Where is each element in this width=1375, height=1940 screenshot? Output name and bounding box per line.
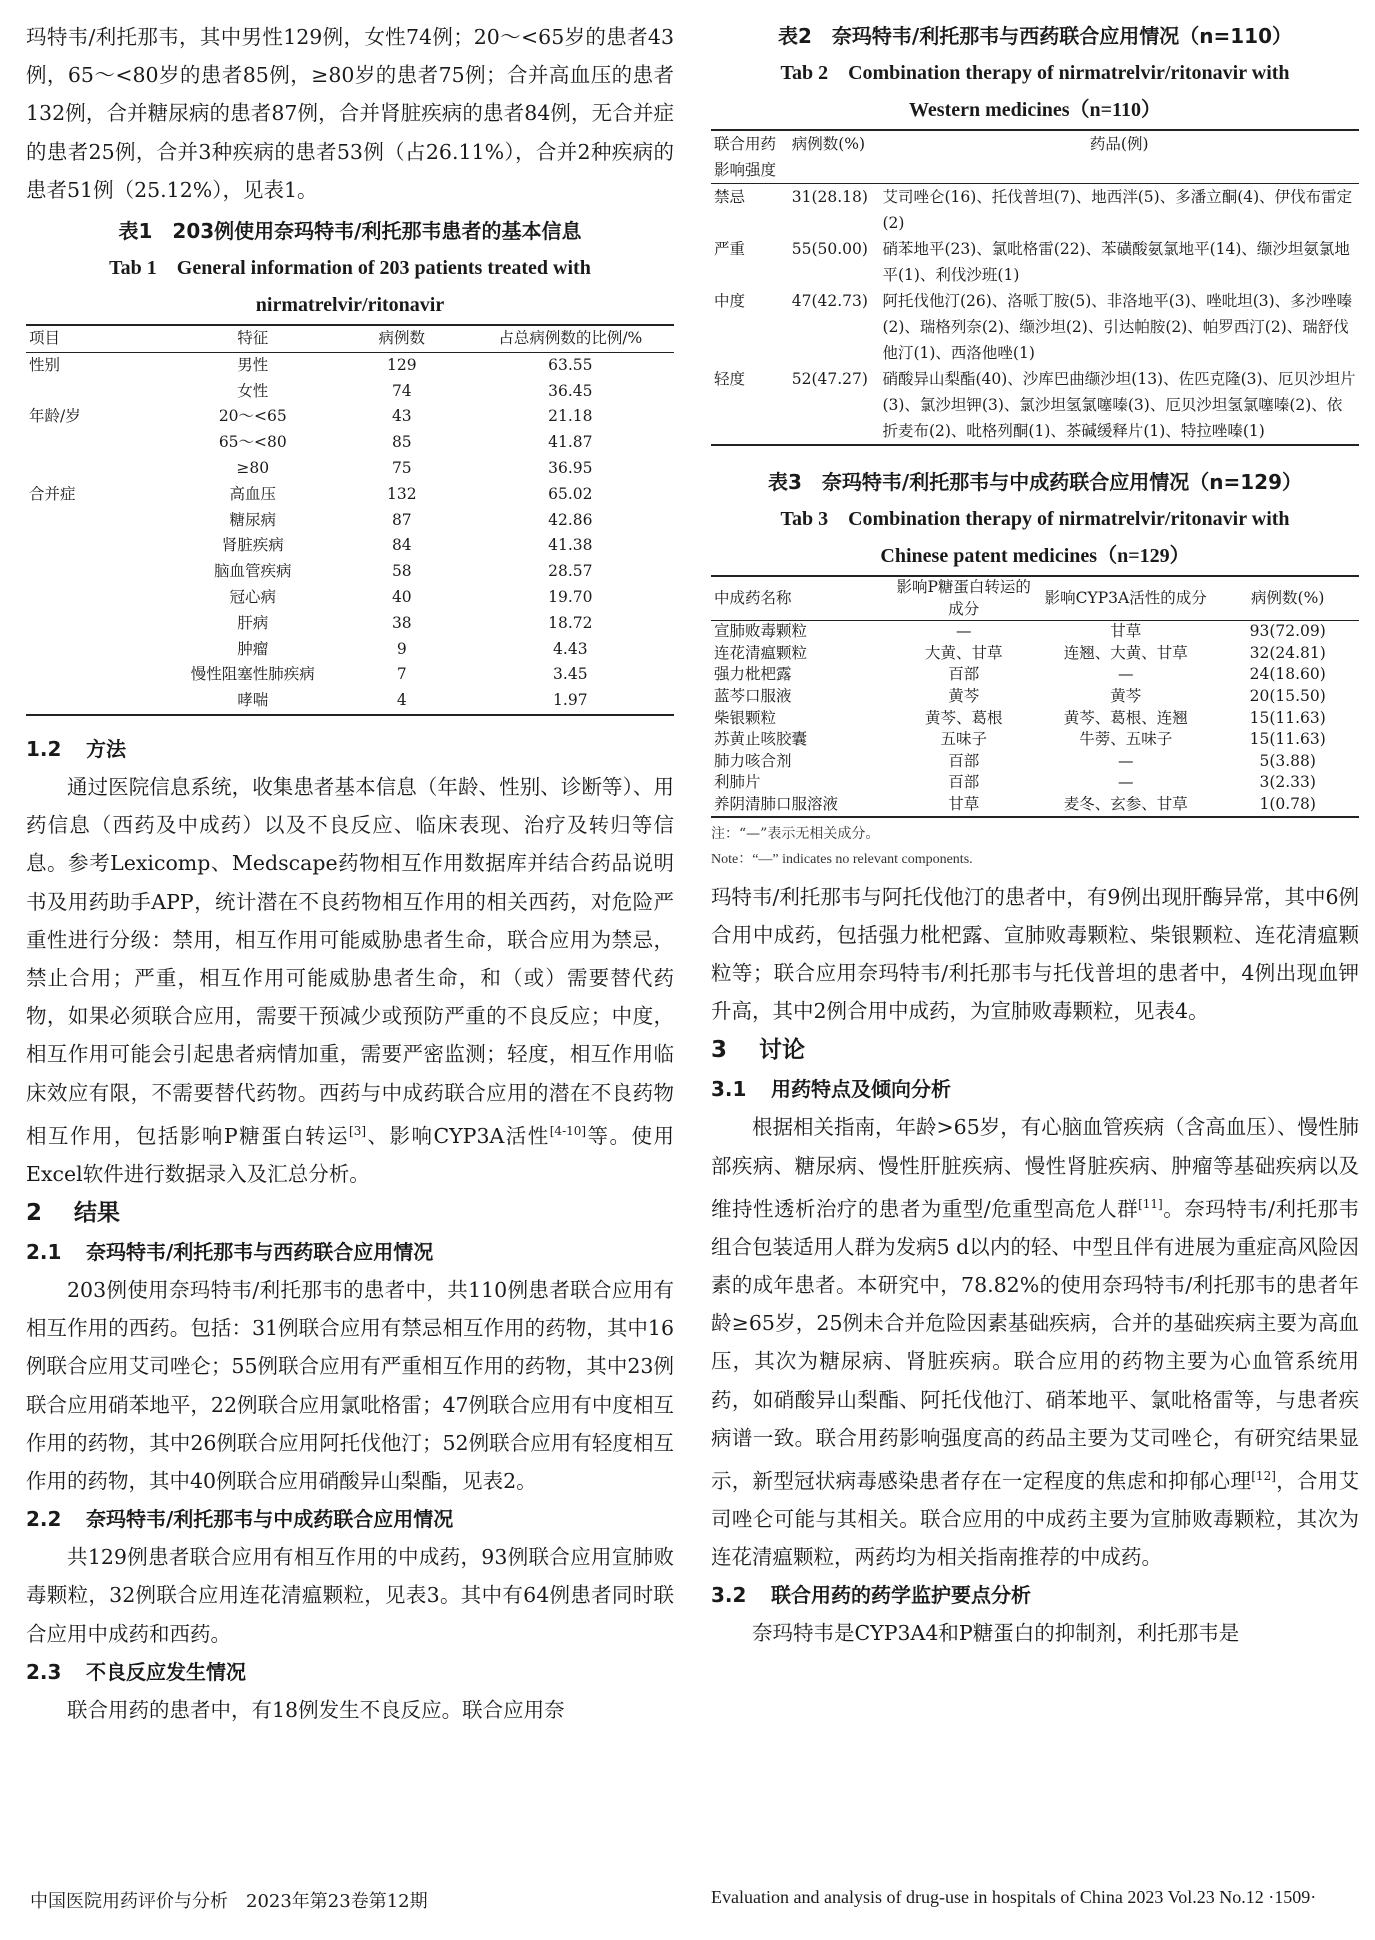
table3-header: 病例数(%) <box>1216 576 1359 621</box>
table3-cell: 麦冬、玄参、甘草 <box>1063 794 1188 813</box>
table2-cell: 硝苯地平(23)、氯吡格雷(22)、苯磺酸氨氯地平(14)、缬沙坦氨氯地平(1)、利伐沙班(1) <box>882 240 1350 284</box>
table1-cell: ≥80 <box>236 459 270 477</box>
table3-cell: 宣肺败毒颗粒 <box>714 622 808 641</box>
table2-cell: 严重 <box>714 240 746 258</box>
table1-cell: 肝病 <box>237 613 269 632</box>
table1-cell: 65.02 <box>548 484 593 503</box>
methods-paragraph <box>26 768 674 1193</box>
footer-journal-cn: 中国医院用药评价与分析 2023年第23卷第12期 <box>30 1891 428 1912</box>
table1-cell: 19.70 <box>548 587 593 606</box>
table1-row <box>26 662 674 688</box>
methods-text: 通过医院信息系统，收集患者基本信息（年龄、性别、诊断等）、用药信息（西药及中成药）以及不良反应、临床表现、治疗及转归等信息。参考Lexicomp、Medscape药物相互作用数据库并结合药品说明书及用药助手APP，统计潜在不良药物相互作用的相关西药，对危险严重性进行分级：禁用，相互作用可能威胁患者生命，联合应用为禁忌，禁止合用；严重，相互作用可能威胁患者生命，和（或）需要替代药物，如果必须联合应用，需要干预减少或预防严重的不良反应；中度，相互作用可能会引起患者病情加重，需要严密监测；轻度，相互作用临床效应有限，不需要替代药物。西药与中成药联合应用的潜在不良药物相互作用，包括影响P糖蛋白转运 <box>26 774 674 1148</box>
table1-cell: 42.86 <box>548 510 593 529</box>
citation-ref: [4-10] <box>549 1123 587 1138</box>
section-title: 用药特点及倾向分析 <box>771 1077 951 1102</box>
section-number: 3.1 <box>711 1077 747 1102</box>
results-2-1-paragraph: 203例使用奈玛特韦/利托那韦的患者中，共110例患者联合应用有相互作用的西药。包括：31例联合应用有禁忌相互作用的药物，其中16例联合应用艾司唑仑；55例联合应用有严重相互作用的药物，其中23例联合应用硝苯地平，22例联合应用氯吡格雷；47例联合应用有中度相互作用的药物，其中26例联合应用阿托伐他汀；52例联合应用有轻度相互作用的药物，其中40例联合应用硝酸异山梨酯，见表2。 <box>26 1278 674 1494</box>
table3-cell: 黄芩 <box>948 686 980 705</box>
table1-row <box>26 637 674 663</box>
section-2-1-heading <box>26 1233 674 1271</box>
section-title: 结果 <box>74 1200 120 1227</box>
section-number: 2.3 <box>26 1659 62 1684</box>
table3-cell: 养阴清肺口服溶液 <box>714 794 839 813</box>
table1-cell: 脑血管疾病 <box>214 562 292 581</box>
discussion-text: 。奈玛特韦/利托那韦组合包装适用人群为发病5 d以内的轻、中型且伴有进展为重症高风险因素的成年患者。本研究中，78.82%的使用奈玛特韦/利托那韦的患者年龄≥65岁，25例未合并危险因素基础疾病，合并的基础疾病主要为高血压，其次为糖尿病、肾脏疾病。联合应用的药物主要为心血管系统用药，如硝酸异山梨酯、阿托伐他汀、硝苯地平、氯吡格雷等，与患者疾病谱一致。联合用药影响强度高的药品主要为艾司唑仑，有研究结果显示，新型冠状病毒感染患者存在一定程度的焦虑和抑郁心理 <box>711 1196 1360 1493</box>
table1-cell: 41.38 <box>548 536 593 555</box>
table3-cell: 百部 <box>948 751 980 770</box>
table2 <box>711 129 1359 446</box>
right-column <box>711 18 1359 1653</box>
table3-row <box>711 621 1359 643</box>
table1-cell: 74 <box>391 381 412 400</box>
left-column <box>26 18 674 1729</box>
table1-cell: 87 <box>391 510 412 529</box>
table3-row <box>711 772 1359 794</box>
section-title: 奈玛特韦/利托那韦与西药联合应用情况 <box>86 1240 434 1265</box>
table3-row <box>711 708 1359 730</box>
section-number: 2.1 <box>26 1240 62 1265</box>
section-number: 3 <box>711 1037 728 1064</box>
section-number: 1.2 <box>26 736 62 761</box>
table1-cell: 132 <box>387 484 417 503</box>
table1-cell: 4 <box>396 691 407 710</box>
section-3-heading <box>711 1030 1359 1070</box>
table1-cell: 21.18 <box>548 407 593 426</box>
table3-cell: — <box>1117 751 1134 770</box>
table1-row <box>26 379 674 405</box>
methods-text-end: 等。使用Excel软件进行数据录入及汇总分析。 <box>26 1123 675 1186</box>
section-3-2-heading <box>711 1576 1359 1614</box>
table3-cell: 黄芩 <box>1110 686 1142 705</box>
table2-caption-en-line2: Western medicines（n=110） <box>909 99 1161 121</box>
table3-header: 中成药名称 <box>711 576 892 621</box>
discussion-text: 根据相关指南，年龄>65岁，有心脑血管疾病（含高血压）、慢性肺部疾病、糖尿病、慢性肝脏疾病、慢性肾脏疾病、肿瘤等基础疾病以及维持性透析治疗的患者为重型/危重型高危人群 <box>711 1115 1360 1221</box>
table1-cell: 20～<65 <box>218 407 287 426</box>
intro-paragraph: 玛特韦/利托那韦，其中男性129例，女性74例；20～<65岁的患者43例，65～<80岁的患者85例，≥80岁的患者75例；合并高血压的患者132例，合并糖尿病的患者87例，合并肾脏疾病的患者84例，无合并症的患者25例，合并3种疾病的患者53例（占26.11%），合并2种疾病的患者51例（25.12%），见表1。 <box>26 25 674 202</box>
section-number: 2 <box>26 1200 43 1227</box>
table1-row <box>26 482 674 508</box>
table3-cell: — <box>1117 665 1134 684</box>
results-2-3-continued: 玛特韦/利托那韦与阿托伐他汀的患者中，有9例出现肝酶异常，其中6例合用中成药，包括强力枇杷露、宣肺败毒颗粒、柴银颗粒、连花清瘟颗粒等；联合应用奈玛特韦/利托那韦与托伐普坦的患者中，4例出现血钾升高，其中2例合用中成药，为宣肺败毒颗粒，见表4。 <box>711 884 1359 1024</box>
table1-row <box>26 352 674 378</box>
table3-cell: 32(24.81) <box>1249 643 1326 662</box>
table1-row <box>26 404 674 430</box>
section-2-heading <box>26 1193 674 1233</box>
table3-note-en: Note：“—” indicates no relevant components. <box>711 851 973 867</box>
table2-cell: 禁忌 <box>714 188 746 206</box>
table1-cell: 糖尿病 <box>229 510 277 529</box>
table3-row <box>711 729 1359 751</box>
table2-header: 联合用药影响强度 <box>711 130 789 184</box>
table3-caption-en-line2: Chinese patent medicines（n=129） <box>880 545 1190 567</box>
table1-cell: 女性 <box>237 381 269 400</box>
table2-header: 药品(例) <box>879 130 1359 184</box>
table1-cell: 41.87 <box>548 433 593 452</box>
table1-row <box>26 559 674 585</box>
table1-cell: 58 <box>391 562 412 581</box>
table2-row <box>711 366 1359 445</box>
table3-cell: 5(3.88) <box>1259 751 1316 770</box>
table1-cell: 冠心病 <box>229 587 277 606</box>
citation-ref: [11] <box>1138 1196 1163 1211</box>
table3-cell: 百部 <box>948 665 980 684</box>
table3-row <box>711 794 1359 817</box>
table2-caption-en-line1: Tab 2 Combination therapy of nirmatrelvir/ritonavir with <box>780 62 1290 84</box>
table2-cell: 31(28.18) <box>791 188 868 206</box>
table1-cell <box>26 456 169 482</box>
table2-cell: 中度 <box>714 292 746 310</box>
table1-cell: 40 <box>391 587 412 606</box>
table1-caption-cn: 表1 203例使用奈玛特韦/利托那韦患者的基本信息 <box>118 219 582 244</box>
table3-cell: 牛蒡、五味子 <box>1079 730 1173 749</box>
table3-cell: 连翘、大黄、甘草 <box>1063 643 1188 662</box>
section-number: 2.2 <box>26 1507 62 1532</box>
citation-ref: [12] <box>1251 1469 1276 1483</box>
table1-cell: 63.55 <box>548 355 593 374</box>
table2-header-row <box>711 130 1359 184</box>
table3-cell: 柴银颗粒 <box>714 708 777 727</box>
table1-cell: 7 <box>396 665 407 684</box>
table3-header: 影响CYP3A活性的成分 <box>1035 576 1216 621</box>
table3-caption-cn: 表3 奈玛特韦/利托那韦与中成药联合应用情况（n=129） <box>768 470 1302 494</box>
table1-cell: 36.95 <box>548 459 593 477</box>
footer-journal-en: Evaluation and analysis of drug-use in hospitals of China 2023 Vol.23 No.12 ·1509· <box>711 1887 1317 1907</box>
table1-header: 占总病例数的比例/% <box>467 325 674 352</box>
table1-cell <box>26 379 169 405</box>
table3-cell: 肺力咳合剂 <box>714 751 792 770</box>
table1-row <box>26 430 674 456</box>
table1-cell: 合并症 <box>29 484 76 503</box>
table1-cell <box>26 611 169 637</box>
table2-cell: 阿托伐他汀(26)、洛哌丁胺(5)、非洛地平(3)、唑吡坦(3)、多沙唑嗪(2)、瑞格列奈(2)、缬沙坦(2)、引达帕胺(2)、帕罗西汀(2)、瑞舒伐他汀(1)、西洛他唑(1) <box>882 292 1353 362</box>
table2-header: 病例数(%) <box>789 130 880 184</box>
table1-cell <box>26 533 169 559</box>
table3 <box>711 575 1359 818</box>
table2-cell: 52(47.27) <box>791 370 868 388</box>
table1-row <box>26 611 674 637</box>
table2-row <box>711 236 1359 288</box>
table1-row <box>26 508 674 534</box>
table3-header-row <box>711 576 1359 621</box>
table3-cell: 利肺片 <box>714 773 761 792</box>
table2-cell: 55(50.00) <box>791 240 868 258</box>
results-2-3-paragraph: 联合用药的患者中，有18例发生不良反应。联合应用奈 <box>67 1697 565 1722</box>
section-title: 奈玛特韦/利托那韦与中成药联合应用情况 <box>86 1507 454 1532</box>
table1-cell: 3.45 <box>553 665 588 684</box>
table1-cell: 1.97 <box>553 691 588 710</box>
table1-cell <box>26 508 169 534</box>
table2-row <box>711 184 1359 237</box>
table3-caption-en-line1: Tab 3 Combination therapy of nirmatrelvir/ritonavir with <box>780 508 1290 530</box>
section-title: 讨论 <box>759 1037 805 1064</box>
table1-block <box>26 213 674 716</box>
table1-cell: 84 <box>391 536 412 555</box>
table1-row <box>26 688 674 715</box>
section-3-1-heading <box>711 1070 1359 1108</box>
table1-cell: 38 <box>391 613 412 632</box>
table3-cell: 甘草 <box>1110 622 1142 641</box>
table2-cell: 艾司唑仑(16)、托伐普坦(7)、地西泮(5)、多潘立酮(4)、伊伐布雷定(2) <box>882 188 1353 232</box>
table1-header: 特征 <box>169 325 337 352</box>
table1-row <box>26 533 674 559</box>
table1-cell: 28.57 <box>548 562 593 581</box>
table1-cell: 65～<80 <box>218 433 287 452</box>
table1-cell <box>26 430 169 456</box>
table3-cell: 强力枇杷露 <box>714 665 792 684</box>
table1-cell <box>26 585 169 611</box>
table1-cell: 哮喘 <box>237 691 269 710</box>
table1-row <box>26 456 674 482</box>
table1-cell: 肾脏疾病 <box>221 536 284 555</box>
methods-text-mid: 、影响CYP3A活性 <box>366 1123 550 1148</box>
table3-row <box>711 751 1359 773</box>
table1-header: 病例数 <box>337 325 467 352</box>
table2-cell: 轻度 <box>714 370 746 388</box>
table1-caption-en-line2: nirmatrelvir/ritonavir <box>255 294 445 317</box>
table3-cell: 苏黄止咳胶囊 <box>714 730 808 749</box>
table3-cell: 93(72.09) <box>1249 622 1326 641</box>
table1-cell: 36.45 <box>548 381 593 400</box>
section-2-2-heading <box>26 1500 674 1538</box>
table3-cell: 1(0.78) <box>1259 794 1316 813</box>
table1-cell: 85 <box>391 433 412 452</box>
section-title: 联合用药的药学监护要点分析 <box>771 1583 1031 1608</box>
discussion-text: ，合用艾司唑仑可能与其相关。联合应用的中成药主要为宣肺败毒颗粒，其次为连花清瘟颗粒，两药均为相关指南推荐的中成药。 <box>711 1468 1360 1570</box>
table3-cell: 20(15.50) <box>1249 686 1326 705</box>
discussion-3-1-paragraph <box>711 1108 1359 1576</box>
table1-cell: 年龄/岁 <box>29 407 81 426</box>
table1-cell <box>26 559 169 585</box>
table1-cell: 43 <box>391 407 412 426</box>
table3-cell: 五味子 <box>940 730 987 749</box>
discussion-3-2-paragraph: 奈玛特韦是CYP3A4和P糖蛋白的抑制剂，利托那韦是 <box>752 1621 1240 1646</box>
table1-row <box>26 585 674 611</box>
table2-cell: 硝酸异山梨酯(40)、沙库巴曲缬沙坦(13)、佐匹克隆(3)、厄贝沙坦片(3)、氯沙坦钾(3)、氯沙坦氢氯噻嗪(3)、厄贝沙坦氢氯噻嗪(2)、依折麦布(2)、吡格列酮(1)、茶碱缓释片(1)、特拉唑嗪(1) <box>882 370 1356 440</box>
table1-header: 项目 <box>26 325 169 352</box>
table1-cell: 75 <box>391 459 412 477</box>
table1-cell <box>26 688 169 715</box>
table1-cell: 4.43 <box>553 639 588 658</box>
table1-cell: 性别 <box>29 355 61 374</box>
table1-cell: 肿瘤 <box>237 639 269 658</box>
table3-header: 影响P糖蛋白转运的成分 <box>892 576 1035 621</box>
table3-cell: 黄芩、葛根、连翘 <box>1063 708 1188 727</box>
section-1-2-heading <box>26 730 674 768</box>
table3-cell: 黄芩、葛根 <box>924 708 1003 727</box>
section-title: 方法 <box>86 736 126 761</box>
table1-header-row <box>26 325 674 352</box>
table2-caption-cn: 表2 奈玛特韦/利托那韦与西药联合应用情况（n=110） <box>778 24 1292 48</box>
table3-cell: 3(2.33) <box>1259 773 1316 792</box>
table2-cell: 47(42.73) <box>791 292 868 310</box>
table1-cell <box>26 637 169 663</box>
table3-cell: — <box>955 622 972 641</box>
table3-cell: 15(11.63) <box>1249 708 1326 727</box>
section-2-3-heading <box>26 1653 674 1691</box>
table3-row <box>711 664 1359 686</box>
table3-cell: 甘草 <box>948 794 980 813</box>
table2-block <box>711 18 1359 446</box>
table3-cell: 百部 <box>948 773 980 792</box>
table3-cell: 连花清瘟颗粒 <box>714 643 808 662</box>
table2-row <box>711 288 1359 366</box>
table3-cell: 15(11.63) <box>1249 730 1326 749</box>
table3-cell: 蓝芩口服液 <box>714 686 792 705</box>
table1-cell: 男性 <box>237 355 269 374</box>
table1-cell: 18.72 <box>548 613 593 632</box>
table1-cell: 慢性阻塞性肺疾病 <box>190 665 315 684</box>
results-2-2-paragraph: 共129例患者联合应用有相互作用的中成药，93例联合应用宣肺败毒颗粒，32例联合应用连花清瘟颗粒，见表3。其中有64例患者同时联合应用中成药和西药。 <box>26 1545 674 1646</box>
table1-cell <box>26 662 169 688</box>
table1-cell: 9 <box>396 639 407 658</box>
table1 <box>26 324 674 716</box>
table3-cell: 24(18.60) <box>1249 665 1326 684</box>
table3-cell: 大黄、甘草 <box>924 643 1003 662</box>
citation-ref: [3] <box>349 1123 367 1138</box>
table1-cell: 高血压 <box>229 484 277 503</box>
table3-block <box>711 464 1359 872</box>
table1-caption-en-line1: Tab 1 General information of 203 patients treated with <box>109 257 591 280</box>
section-title: 不良反应发生情况 <box>86 1659 246 1684</box>
table1-cell: 129 <box>387 355 417 374</box>
table3-cell: — <box>1117 773 1134 792</box>
table3-row <box>711 643 1359 665</box>
table3-note-cn: 注：“—”表示无相关成分。 <box>711 825 880 842</box>
table3-row <box>711 686 1359 708</box>
section-number: 3.2 <box>711 1583 747 1608</box>
